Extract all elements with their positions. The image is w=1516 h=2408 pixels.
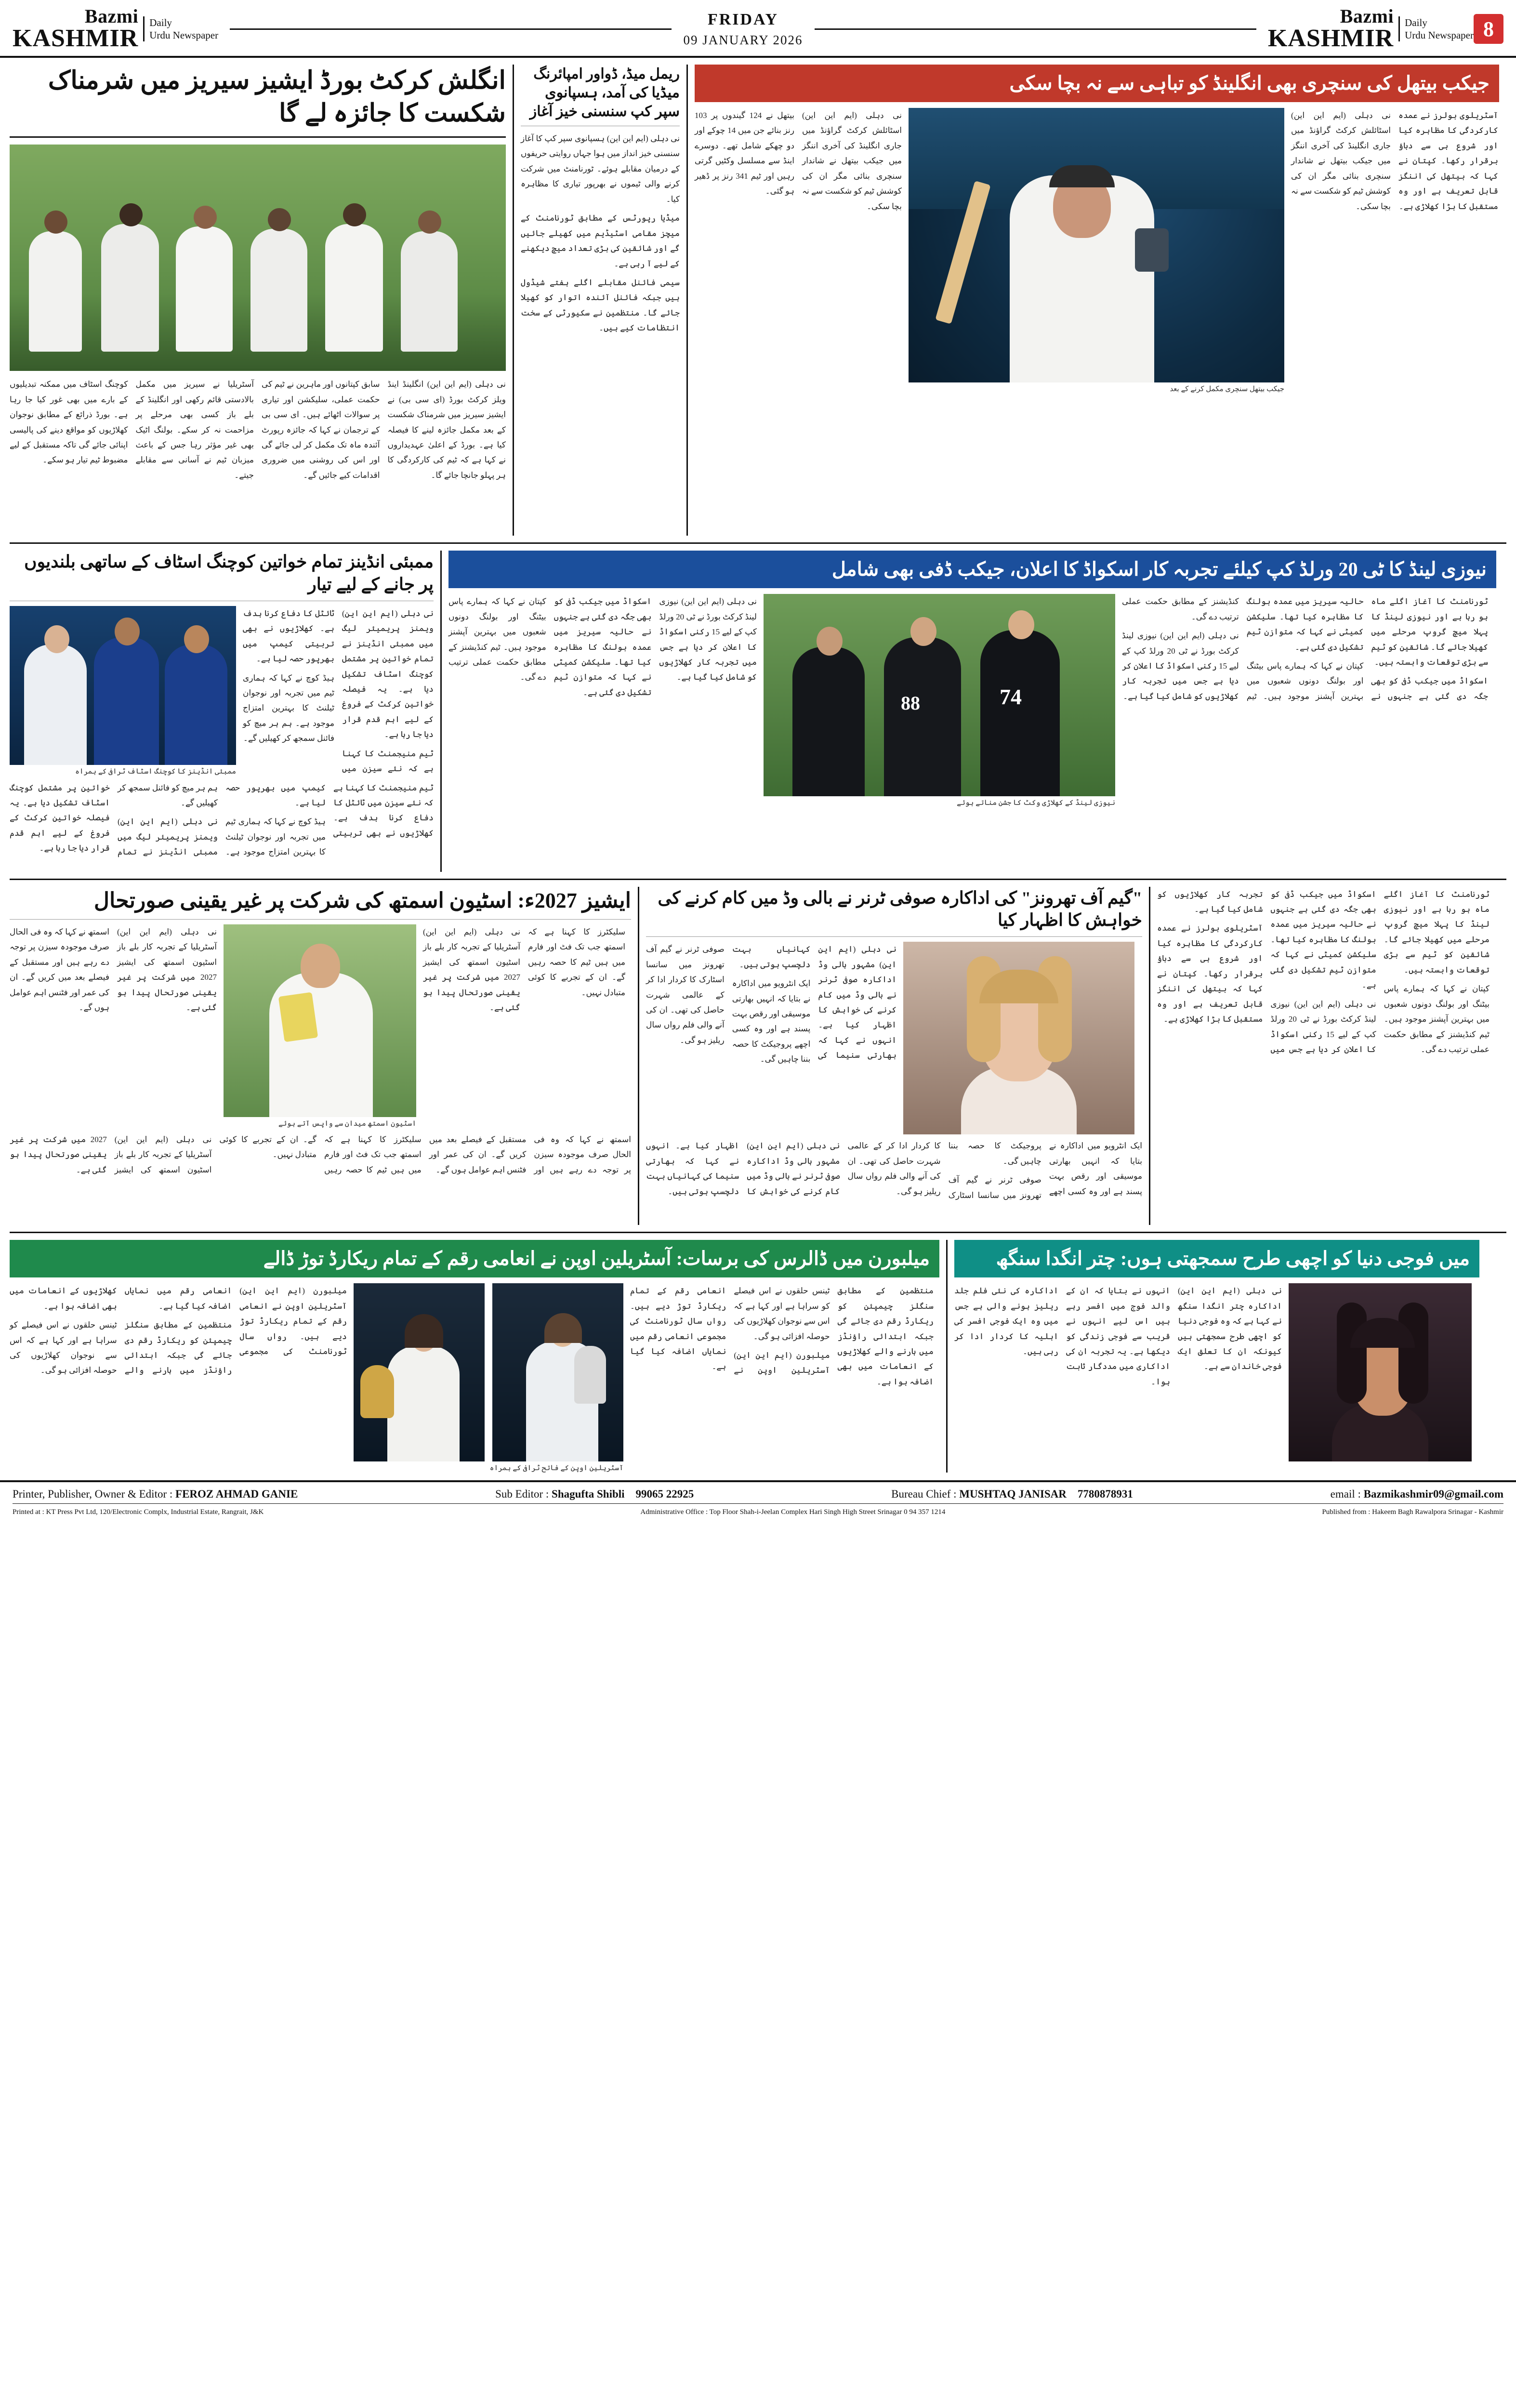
- body-mumbai-indians: [243, 606, 434, 776]
- headline-ashes-review: انگلش کرکٹ بورڈ ایشیز سیریز میں شرمناک شکست کا جائزہ لے گا: [48, 67, 506, 127]
- divider: [10, 136, 506, 138]
- para: ٹینس حلقوں نے اس فیصلے کو سراہا ہے اور کہا ہے کہ اس سے نوجوان کھلاڑیوں کی حوصلہ افزائی ہو گی۔: [10, 1320, 117, 1375]
- logo-subtitle-urdu-2: Urdu Newspaper: [1405, 29, 1474, 41]
- section-top: [10, 65, 1506, 536]
- article-nz-squad: [448, 551, 1496, 871]
- para: نی دہلی (ایم این این) اسٹائلش کرکٹ گراؤنڈ میں جاری انگلینڈ کی آخری اننگز میں جیکب بیتھل نے شاندار سنچری بنائی مگر ان کی کوشش ٹیم کو شکست سے نہ بچا سکی۔: [1291, 111, 1391, 211]
- para: نی دہلی (ایم این این) مشہور ہالی وڈ اداکارہ صوفی ٹرنر نے بالی وڈ میں کام کرنے کی خواہش کا اظہار کیا ہے۔ انہوں نے کہا کہ بھارتی سنیما کی کہانیاں بہت دلچسپ ہوتی ہیں۔: [732, 945, 896, 1060]
- logo-kashmir-2: KASHMIR: [1267, 25, 1394, 52]
- para: نی دہلی (ایم این این) نیوزی لینڈ کرکٹ بورڈ نے ٹی 20 ورلڈ کپ کے لیے 15 رکنی اسکواڈ کا اعلان کر دیا ہے جس میں تجربہ کار کھلاڑیوں کو شامل کیا گیا ہے۔: [1122, 631, 1239, 701]
- article-bethell-century: [695, 65, 1499, 536]
- para: ٹورنامنٹ کا آغاز اگلے ماہ ہو رہا ہے اور نیوزی لینڈ کا پہلا میچ گروپ مرحلے میں کھیلا جائے گا۔ شائقین کو ٹیم سے بڑی توقعات وابستہ ہیں۔: [1384, 889, 1490, 974]
- para: نی دہلی (ایم این این) آسٹریلیا کے تجربہ کار بلے باز اسٹیون اسمتھ کی ایشیز 2027 میں شرکت پر غیر یقینی صورتحال پیدا ہو گئی ہے۔: [117, 927, 217, 1012]
- para: کپتان نے کہا کہ ہمارے پاس بیٹنگ اور بولنگ دونوں شعبوں میں بہترین آپشنز موجود ہیں۔ ٹیم کنڈیشنز کے مطابق حکمت عملی ترتیب دے گی۔: [1384, 984, 1490, 1054]
- photo-mi-wrap: [10, 606, 236, 776]
- footer-bureau-chief: [891, 1488, 1133, 1500]
- section-second: [10, 551, 1506, 871]
- footer-editor: [13, 1488, 298, 1500]
- para: ٹیم منیجمنٹ کا کہنا ہے کہ نئے سیزن میں ٹائٹل کا دفاع کرنا ہدف ہے۔ کھلاڑیوں نے بھی تربیتی کیمپ میں بھرپور حصہ لیا ہے۔: [243, 608, 434, 774]
- para: اسمتھ نے کہا کہ وہ فی الحال صرف موجودہ سیزن پر توجہ دے رہے ہیں اور مستقبل کے فیصلے بعد میں کریں گے۔ ان کی عمر اور فٹنس اہم عوامل ہوں گے۔: [429, 1134, 631, 1174]
- body-nz-left: [448, 594, 757, 807]
- article-aus-open: [10, 1240, 939, 1473]
- body-chitrangada: [954, 1283, 1282, 1461]
- footer-email-value[interactable]: Bazmikashmir09@gmail.com: [1363, 1488, 1503, 1500]
- footer-editor-name: FEROZ AHMAD GANIE: [175, 1488, 298, 1500]
- para: ٹیم منیجمنٹ کا کہنا ہے کہ نئے سیزن میں ٹائٹل کا دفاع کرنا ہدف ہے۔ کھلاڑیوں نے بھی تربیتی کیمپ میں بھرپور حصہ لیا ہے۔: [225, 783, 434, 838]
- photo-aus-open-men-champion: [492, 1283, 623, 1461]
- para: ٹینس حلقوں نے اس فیصلے کو سراہا ہے اور کہا ہے کہ اس سے نوجوان کھلاڑیوں کی حوصلہ افزائی ہو گی۔: [734, 1286, 830, 1341]
- para: سیمی فائنل مقابلے اگلے ہفتے شیڈول ہیں جبکہ فائنل آئندہ اتوار کو کھیلا جائے گا۔ منتظمین نے سکیورٹی کے سخت انتظامات کیے ہیں۔: [521, 277, 680, 333]
- article-ashes-review: [10, 65, 506, 536]
- article-sophie-turner: [646, 887, 1142, 1225]
- logo-subtitle-left: [143, 16, 218, 42]
- headline-sophie-turner: "گیم آف تھرونز" کی اداکارہ صوفی ٹرنر نے بالی وڈ میں کام کرنے کی خواہش کا اظہار کیا: [658, 888, 1142, 930]
- para: نی دہلی (ایم این این) اداکارہ چتر انگدا سنگھ نے کہا ہے کہ وہ فوجی دنیا کو اچھی طرح سمجھتی ہیں کیونکہ ان کا تعلق ایک فوجی خاندان سے ہے۔: [1178, 1286, 1282, 1371]
- para: نی دہلی (ایم این این) آسٹریلیا کے تجربہ کار بلے باز اسٹیون اسمتھ کی ایشیز 2027 میں شرکت پر غیر یقینی صورتحال پیدا ہو گئی ہے۔: [423, 927, 520, 1012]
- para: صوفی ٹرنر نے گیم آف تھرونز میں سانسا اسٹارک کا کردار ادا کر کے عالمی شہرت حاصل کی تھی۔ ان کی آنے والی فلم رواں سال ریلیز ہو گی۔: [646, 945, 725, 1045]
- photo-sophie-turner: [903, 942, 1134, 1134]
- headline-smith: ایشیز 2027ء: اسٹیون اسمتھ کی شرکت پر غیر یقینی صورتحال: [93, 888, 631, 912]
- para: اسکواڈ میں جیکب ڈفی کو بھی جگہ دی گئی ہے جنہوں نے حالیہ سیریز میں عمدہ بولنگ کا مظاہرہ کیا تھا۔ سلیکشن کمیٹی نے کہا کہ متوازن ٹیم تشکیل دی گئی ہے۔: [554, 597, 652, 697]
- body-aus-open-left: [10, 1283, 347, 1473]
- masthead: [0, 0, 1516, 58]
- para: نی دہلی (ایم این این) آسٹریلیا کے تجربہ کار بلے باز اسٹیون اسمتھ کی ایشیز 2027 میں شرکت پر غیر یقینی صورتحال پیدا ہو گئی ہے۔: [10, 1134, 212, 1174]
- para: سلیکٹرز کا کہنا ہے کہ اسمتھ جب تک فٹ اور فارم میں ہیں ٹیم کا حصہ رہیں گے۔ ان کے تجربے کا کوئی متبادل نہیں۔: [528, 927, 625, 997]
- masthead-logo-left: [13, 7, 218, 51]
- logo-subtitle-urdu: Urdu Newspaper: [149, 29, 219, 41]
- caption-mumbai-indians: ممبئی انڈینز کا کوچنگ اسٹاف ٹرافی کے ہمراہ: [75, 767, 236, 776]
- article-smith-ashes-2027: [10, 887, 631, 1225]
- para: انہوں نے بتایا کہ ان کے والد فوج میں افسر رہے ہیں اس لیے انہوں نے قریب سے فوجی زندگی کو دیکھا ہے۔ یہ تجربہ ان کی اداکاری میں مددگار ثابت ہوا۔: [1066, 1286, 1170, 1386]
- logo-subtitle-daily: Daily: [149, 16, 172, 28]
- para: ایک انٹرویو میں اداکارہ نے بتایا کہ انہیں بھارتی موسیقی اور رقص بہت پسند ہے اور وہ کسی اچھے پروجیکٹ کا حصہ بننا چاہیں گی۔: [948, 1141, 1142, 1196]
- page-number-badge: 8: [1474, 14, 1503, 44]
- photo-bethell: [909, 108, 1284, 382]
- para: نی دہلی (ایم این این) ویمنز پریمیئر لیگ میں ممبئی انڈینز نے تمام خواتین پر مشتمل کوچنگ اسٹاف تشکیل دیا ہے۔ یہ فیصلہ خواتین کرکٹ کے فروغ کے لیے اہم قدم قرار دیا جا رہا ہے۔: [342, 608, 434, 739]
- page-content: [0, 65, 1516, 1473]
- para: میلبورن (ایم این این) آسٹریلین اوپن نے انعامی رقم کے تمام ریکارڈ توڑ دیے ہیں۔ رواں سال ٹورنامنٹ کی مجموعی انعامی رقم میں نمایاں اضافہ کیا گیا ہے۔: [124, 1286, 347, 1356]
- footer-email: [1331, 1488, 1503, 1500]
- photo-england-team: [10, 145, 506, 371]
- para: ہیڈ کوچ نے کہا کہ ہماری ٹیم میں تجربہ اور نوجوان ٹیلنٹ کا بہترین امتزاج موجود ہے۔ ہم ہر میچ کو فائنل سمجھ کر کھیلیں گے۔: [118, 783, 326, 857]
- footer-sub-editor: [495, 1488, 694, 1500]
- para: ٹورنامنٹ کا آغاز اگلے ماہ ہو رہا ہے اور نیوزی لینڈ کا پہلا میچ گروپ مرحلے میں کھیلا جائے گا۔ شائقین کو ٹیم سے بڑی توقعات وابستہ ہیں۔: [1371, 597, 1488, 667]
- banner-bethell: جیکب بیتھل کی سنچری بھی انگلینڈ کو تباہی سے نہ بچا سکی: [695, 65, 1499, 102]
- article-continuation-right: [1157, 887, 1490, 1225]
- divider-vertical: [513, 65, 514, 536]
- photo-mumbai-indians-staff: [10, 606, 236, 765]
- logo-bazmi-2: Bazmi: [1340, 5, 1394, 27]
- photo-bethell-wrap: [909, 108, 1284, 394]
- para: کوچنگ اسٹاف میں ممکنہ تبدیلیوں کے بارے میں بھی غور کیا جا رہا ہے۔ بورڈ ذرائع کے مطابق نوجوان کھلاڑیوں کو مواقع دینے کی پالیسی اپنائی جائے گی تاکہ مستقبل کے لیے مضبوط ٹیم تیار ہو سکے۔: [10, 380, 128, 465]
- body-aus-open-right: [630, 1283, 934, 1473]
- divider-horizontal: [10, 879, 1506, 880]
- divider-vertical: [638, 887, 639, 1225]
- para: منتظمین کے مطابق سنگلز چیمپئن کو ریکارڈ رقم دی جائے گی جبکہ ابتدائی راؤنڈز میں ہارنے والے کھلاڑیوں کے انعامات میں بھی اضافہ ہوا ہے۔: [10, 1286, 232, 1375]
- para: سابق کپتانوں اور ماہرین نے ٹیم کی حکمت عملی، سلیکشن اور تیاری پر سوالات اٹھائے ہیں۔ ای سی بی کے ترجمان نے کہا کہ جائزہ رپورٹ آئندہ ماہ تک مکمل کر لی جائے گی اور اس کی روشنی میں ضروری اقدامات کیے جائیں گے۔: [262, 380, 380, 480]
- footer-sub-editor-name: Shagufta Shibli: [552, 1488, 625, 1500]
- divider-horizontal: [10, 1232, 1506, 1233]
- body-mumbai-indians-cont: [10, 780, 434, 872]
- para: نی دہلی (ایم این این) نیوزی لینڈ کرکٹ بورڈ نے ٹی 20 ورلڈ کپ کے لیے 15 رکنی اسکواڈ کا اعلان کر دیا ہے جس میں تجربہ کار کھلاڑیوں کو شامل کیا گیا ہے۔: [1157, 889, 1376, 1054]
- para: آسٹریلوی بولرز نے عمدہ کارکردگی کا مظاہرہ کیا اور شروع ہی سے دباؤ برقرار رکھا۔ کپتان نے کہا کہ بیتھل کی اننگز قابل تعریف ہے اور وہ مستقبل کا بڑا کھلاڑی ہے۔: [1157, 923, 1263, 1024]
- body-smith-right: [423, 924, 625, 1128]
- divider-vertical: [440, 551, 442, 871]
- headline-super-cup: ریمل میڈ، ڈواور امپائرنگ میڈیا کی آمد، ہسپانوی سپر کپ سنسنی خیز آغاز: [529, 66, 680, 119]
- caption-smith: اسٹیون اسمتھ میدان سے واپس آتے ہوئے: [278, 1119, 416, 1128]
- photo-sophie-wrap: [903, 942, 1134, 1134]
- para: نی دہلی (ایم این این) نیوزی لینڈ کرکٹ بورڈ نے ٹی 20 ورلڈ کپ کے لیے 15 رکنی اسکواڈ کا اعلان کر دیا ہے جس میں تجربہ کار کھلاڑیوں کو شامل کیا گیا ہے۔: [659, 597, 757, 682]
- para: اسکواڈ میں جیکب ڈفی کو بھی جگہ دی گئی ہے جنہوں نے حالیہ سیریز میں عمدہ بولنگ کا مظاہرہ کیا تھا۔ سلیکشن کمیٹی نے کہا کہ متوازن ٹیم تشکیل دی گئی ہے۔: [1246, 597, 1488, 701]
- footer-imprint: [13, 1503, 1503, 1518]
- footer-printed-at: Printed at : KT Press Pvt Ltd, 120/Electronic Complx, Industrial Estate, Rangrait, J&K: [13, 1508, 264, 1516]
- divider-vertical: [1149, 887, 1150, 1225]
- logo-text-left: [13, 7, 138, 51]
- para: کپتان نے کہا کہ ہمارے پاس بیٹنگ اور بولنگ دونوں شعبوں میں بہترین آپشنز موجود ہیں۔ ٹیم کنڈیشنز کے مطابق حکمت عملی ترتیب دے گی۔: [1122, 597, 1364, 701]
- body-continuation: [1157, 887, 1490, 1057]
- body-ashes-review: [10, 377, 506, 536]
- caption-bethell: جیکب بیتھل سنچری مکمل کرنے کے بعد: [1170, 385, 1284, 393]
- section-fourth: [10, 1240, 1506, 1473]
- masthead-rule-left: [230, 28, 672, 30]
- caption-aus-open: آسٹریلین اوپن کے فاتح ٹرافی کے ہمراہ: [489, 1464, 623, 1473]
- para: آسٹریلیا نے سیریز میں مکمل بالادستی قائم رکھی اور انگلینڈ کے بلے باز کسی بھی مرحلے پر مزاحمت نہ کر سکے۔ بولنگ اٹیک بھی غیر مؤثر رہا جس کے باعث میزبان ٹیم نے آسانی سے مقابلے جیتے۔: [135, 380, 254, 480]
- photo-ausopen-wrap: [354, 1283, 623, 1473]
- body-smith-cont: [10, 1132, 631, 1219]
- para: بیتھل نے 124 گیندوں پر 103 رنز بنائے جن میں 14 چوکے اور دو چھکے شامل تھے۔ دوسرے اینڈ سے مسلسل وکٹیں گرتی رہیں اور ٹیم 341 رنز پر ڈھیر ہو گئی۔: [695, 111, 795, 196]
- body-sophie-left: [646, 942, 896, 1134]
- article-super-cup: [521, 65, 680, 536]
- article-mumbai-indians: [10, 551, 434, 871]
- caption-nz: نیوزی لینڈ کے کھلاڑی وکٹ کا جشن مناتے ہوئے: [957, 799, 1115, 807]
- para: نی دہلی (ایم این این) ہسپانوی سپر کپ کا آغاز سنسنی خیز انداز میں ہوا جہاں روایتی حریفوں کے درمیان مقابلے ہوئے۔ ٹورنامنٹ میں شرکت کرنے والی ٹیموں نے بھرپور تیاری کا مظاہرہ کیا۔: [521, 134, 680, 204]
- masthead-logo-right: [1268, 7, 1474, 51]
- divider: [10, 919, 631, 920]
- footer-editor-label: Printer, Publisher, Owner & Editor :: [13, 1488, 173, 1500]
- para: میڈیا رپورٹس کے مطابق ٹورنامنٹ کے میچز مقامی اسٹیڈیم میں کھیلے جائیں گے اور شائقین کی بڑی تعداد میچ دیکھنے کے لیے آ رہی ہے۔: [521, 213, 680, 268]
- logo-kashmir: KASHMIR: [13, 25, 139, 52]
- logo-bazmi: Bazmi: [84, 5, 139, 27]
- logo-subtitle-daily-2: Daily: [1405, 16, 1427, 28]
- para: نی دہلی (ایم این این) ویمنز پریمیئر لیگ میں ممبئی انڈینز نے تمام خواتین پر مشتمل کوچنگ اسٹاف تشکیل دیا ہے۔ یہ فیصلہ خواتین کرکٹ کے فروغ کے لیے اہم قدم قرار دیا جا رہا ہے۔: [10, 783, 218, 857]
- para: اسمتھ نے کہا کہ وہ فی الحال صرف موجودہ سیزن پر توجہ دے رہے ہیں اور مستقبل کے فیصلے بعد میں کریں گے۔ ان کی عمر اور فٹنس اہم عوامل ہوں گے۔: [10, 927, 109, 1012]
- para: آسٹریلوی بولرز نے عمدہ کارکردگی کا مظاہرہ کیا اور شروع ہی سے دباؤ برقرار رکھا۔ کپتان نے کہا کہ بیتھل کی اننگز قابل تعریف ہے اور وہ مستقبل کا بڑا کھلاڑی ہے۔: [1398, 111, 1498, 211]
- para: اسکواڈ میں جیکب ڈفی کو بھی جگہ دی گئی ہے جنہوں نے حالیہ سیریز میں عمدہ بولنگ کا مظاہرہ کیا تھا۔ سلیکشن کمیٹی نے کہا کہ متوازن ٹیم تشکیل دی گئی ہے۔: [1270, 889, 1376, 990]
- photo-nz-wrap: [764, 594, 1115, 807]
- photo-nz-players: 88 74: [764, 594, 1115, 796]
- para: نی دہلی (ایم این این) اسٹائلش کرکٹ گراؤنڈ میں جاری انگلینڈ کی آخری اننگز میں جیکب بیتھل نے شاندار سنچری بنائی مگر ان کی کوشش ٹیم کو شکست سے نہ بچا سکی۔: [802, 111, 902, 211]
- footer-admin-label: Administrative Office :: [640, 1508, 708, 1516]
- para: نی دہلی (ایم این این) انگلینڈ اینڈ ویلز کرکٹ بورڈ (ای سی بی) نے ایشیز سیریز میں شرمناک شکست کے بعد مکمل جائزہ لینے کا فیصلہ کیا ہے۔ بورڈ کے اعلیٰ عہدیداروں نے کہا ہے کہ ٹیم کی کارکردگی کا ہر پہلو جانچا جائے گا۔: [387, 380, 506, 480]
- body-bethell-left: [695, 108, 902, 394]
- logo-text-right: [1268, 7, 1394, 51]
- section-third: [10, 887, 1506, 1225]
- footer-admin-phone: 0 94 357 1214: [904, 1508, 946, 1516]
- divider-vertical: [946, 1240, 948, 1473]
- para: کپتان نے کہا کہ ہمارے پاس بیٹنگ اور بولنگ دونوں شعبوں میں بہترین آپشنز موجود ہیں۔ ٹیم کنڈیشنز کے مطابق حکمت عملی ترتیب دے گی۔: [448, 597, 546, 682]
- para: ہیڈ کوچ نے کہا کہ ہماری ٹیم میں تجربہ اور نوجوان ٹیلنٹ کا بہترین امتزاج موجود ہے۔ ہم ہر میچ کو فائنل سمجھ کر کھیلیں گے۔: [243, 673, 334, 743]
- para: ایک انٹرویو میں اداکارہ نے بتایا کہ انہیں بھارتی موسیقی اور رقص بہت پسند ہے اور وہ کسی اچھے پروجیکٹ کا حصہ بننا چاہیں گی۔: [732, 979, 811, 1064]
- footer-sub-editor-label: Sub Editor :: [495, 1488, 549, 1500]
- footer-published-from: Published from : Hakeem Bagh Rawalpora Srinagar - Kashmir: [1322, 1508, 1503, 1516]
- footer-email-label: email :: [1330, 1488, 1361, 1500]
- para: اداکارہ کی نئی فلم جلد ریلیز ہونے والی ہے جس میں وہ ایک فوجی افسر کی اہلیہ کا کردار ادا کر رہی ہیں۔: [954, 1286, 1058, 1356]
- masthead-date: [683, 8, 803, 49]
- masthead-rule-right: [815, 28, 1256, 30]
- footer: [0, 1480, 1516, 1522]
- headline-mumbai-indians: ممبئی انڈینز تمام خواتین کوچنگ اسٹاف کے ساتھی بلندیوں پر جانے کے لیے تیار: [24, 552, 434, 594]
- body-super-cup: [521, 131, 680, 340]
- body-smith-left: [10, 924, 217, 1128]
- banner-aus-open: میلبورن میں ڈالرس کی برسات: آسٹریلین اوپن نے انعامی رقم کے تمام ریکارڈ توڑ ڈالے: [10, 1240, 939, 1277]
- photo-steve-smith: [224, 924, 416, 1117]
- photo-aus-open-women-champion: [354, 1283, 485, 1461]
- logo-subtitle-right: [1398, 16, 1474, 42]
- banner-nz-squad: نیوزی لینڈ کا ٹی 20 ورلڈ کپ کیلئے تجربہ کار اسکواڈ کا اعلان، جیکب ڈفی بھی شامل: [448, 551, 1496, 588]
- para: نی دہلی (ایم این این) مشہور ہالی وڈ اداکارہ صوفی ٹرنر نے بالی وڈ میں کام کرنے کی خواہش کا اظہار کیا ہے۔ انہوں نے کہا کہ بھارتی سنیما کی کہانیاں بہت دلچسپ ہوتی ہیں۔: [646, 1141, 840, 1196]
- footer-admin-office: [640, 1507, 945, 1518]
- footer-sub-editor-phone: 99065 22925: [635, 1488, 694, 1500]
- date-day: FRIDAY: [707, 11, 779, 29]
- footer-bureau-name: MUSHTAQ JANISAR: [959, 1488, 1067, 1500]
- banner-chitrangada: میں فوجی دنیا کو اچھی طرح سمجھتی ہوں: چتر انگدا سنگھ: [954, 1240, 1479, 1277]
- photo-chitrangada-wrap: [1289, 1283, 1472, 1461]
- divider: [646, 936, 1142, 937]
- divider-vertical: [686, 65, 688, 536]
- date-full: 09 JANUARY 2026: [683, 32, 803, 47]
- footer-credits: [13, 1488, 1503, 1503]
- footer-admin-address: Top Floor Shah-i-Jeelan Complex Hari Singh High Street Srinagar: [709, 1508, 902, 1516]
- footer-bureau-phone: 7780878931: [1077, 1488, 1133, 1500]
- article-chitrangada: [954, 1240, 1479, 1473]
- photo-smith-wrap: [224, 924, 416, 1128]
- para: منتظمین کے مطابق سنگلز چیمپئن کو ریکارڈ رقم دی جائے گی جبکہ ابتدائی راؤنڈز میں ہارنے والے کھلاڑیوں کے انعامات میں بھی اضافہ ہوا ہے۔: [837, 1286, 934, 1386]
- footer-bureau-label: Bureau Chief :: [891, 1488, 957, 1500]
- body-bethell-right: [1291, 108, 1498, 394]
- body-nz-right: [1122, 594, 1488, 807]
- para: میلبورن (ایم این این) آسٹریلین اوپن نے انعامی رقم کے تمام ریکارڈ توڑ دیے ہیں۔ رواں سال ٹورنامنٹ کی مجموعی انعامی رقم میں نمایاں اضافہ کیا گیا ہے۔: [630, 1286, 830, 1375]
- divider-horizontal: [10, 542, 1506, 544]
- photo-chitrangada-singh: [1289, 1283, 1472, 1461]
- body-sophie-cont: [646, 1138, 1142, 1225]
- para: سلیکٹرز کا کہنا ہے کہ اسمتھ جب تک فٹ اور فارم میں ہیں ٹیم کا حصہ رہیں گے۔ ان کے تجربے کا کوئی متبادل نہیں۔: [219, 1134, 422, 1174]
- para: صوفی ٹرنر نے گیم آف تھرونز میں سانسا اسٹارک کا کردار ادا کر کے عالمی شہرت حاصل کی تھی۔ ان کی آنے والی فلم رواں سال ریلیز ہو گی۔: [847, 1141, 1041, 1200]
